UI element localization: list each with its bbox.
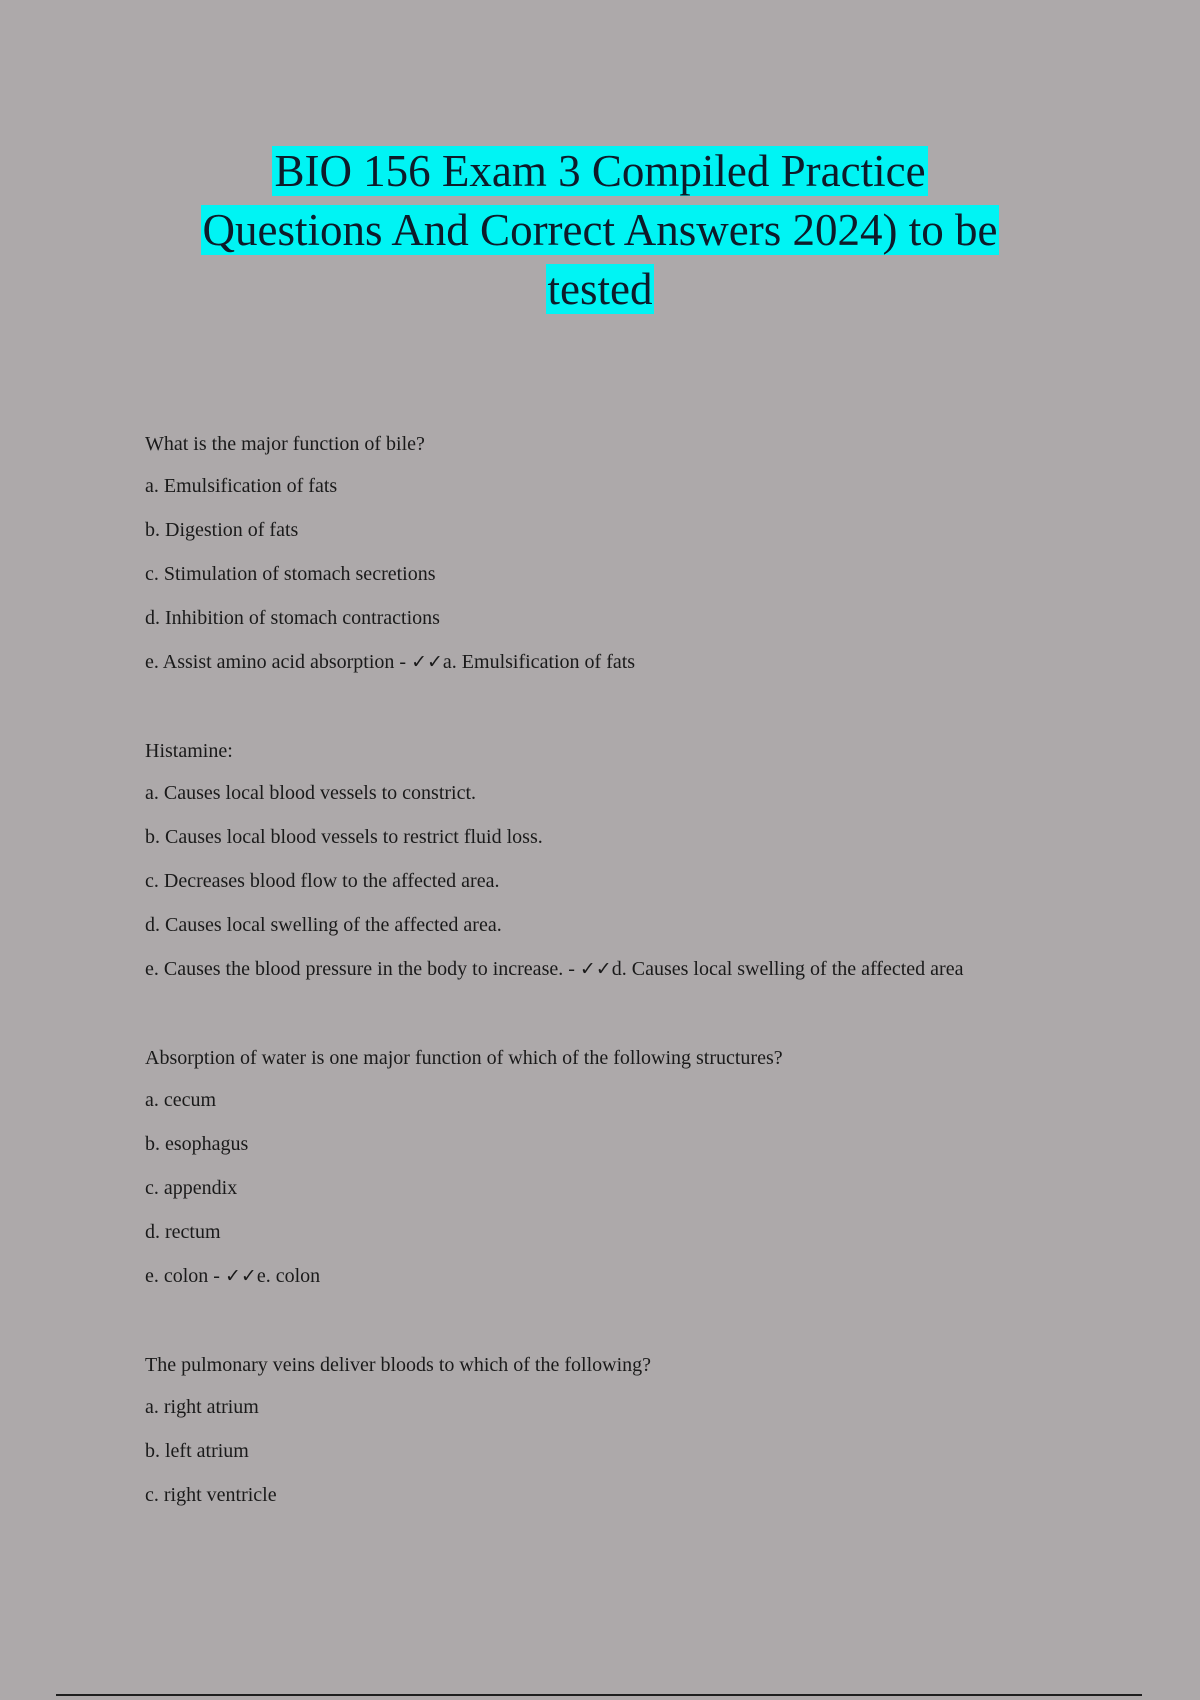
- document-title: [60, 142, 1140, 319]
- option-e: e. Assist amino acid absorption -: [145, 651, 412, 673]
- question-stem: Absorption of water is one major function of which of the following structures?: [145, 1047, 783, 1069]
- option-d: d. rectum: [145, 1221, 221, 1243]
- correct-answer: a. Emulsification of fats: [442, 651, 636, 673]
- title-line-2: Questions And Correct Answers 2024) to be: [202, 205, 998, 255]
- option-c: c. Stimulation of stomach secretions: [145, 563, 436, 585]
- option-e: e. Causes the blood pressure in the body to increase. -: [145, 958, 580, 980]
- option-e-with-answer: [145, 650, 1145, 694]
- option-a: a. Emulsification of fats: [145, 475, 338, 497]
- option-b: b. Digestion of fats: [145, 519, 299, 541]
- question-stem: The pulmonary veins deliver bloods to which of the following?: [145, 1354, 652, 1376]
- option-a: a. right atrium: [145, 1396, 259, 1418]
- option-e: e. colon -: [145, 1265, 225, 1287]
- question-stem: What is the major function of bile?: [145, 433, 425, 455]
- correct-answer: e. colon: [256, 1265, 321, 1287]
- check-mark-icon: ✓✓: [579, 958, 612, 980]
- question-stem: Histamine:: [145, 740, 233, 762]
- option-c: c. right ventricle: [145, 1484, 277, 1506]
- option-e-with-answer: [145, 957, 1145, 1001]
- question-4: [145, 1353, 1145, 1527]
- check-mark-icon: ✓✓: [411, 651, 443, 673]
- title-line-3: tested: [547, 264, 653, 314]
- option-d: d. Causes local swelling of the affected area.: [145, 914, 502, 936]
- correct-answer: d. Causes local swelling of the affected area: [611, 958, 964, 980]
- option-a: a. Causes local blood vessels to constrict.: [145, 782, 477, 804]
- question-1: [145, 432, 1145, 694]
- title-line-1: BIO 156 Exam 3 Compiled Practice: [274, 146, 926, 196]
- option-b: b. left atrium: [145, 1440, 249, 1462]
- option-d: d. Inhibition of stomach contractions: [145, 607, 440, 629]
- option-c: c. Decreases blood flow to the affected area.: [145, 870, 500, 892]
- option-b: b. Causes local blood vessels to restrict fluid loss.: [145, 826, 543, 848]
- option-c: c. appendix: [145, 1177, 238, 1199]
- check-mark-icon: ✓✓: [224, 1265, 257, 1287]
- option-e-with-answer: [145, 1264, 1145, 1308]
- question-2: [145, 739, 1145, 1001]
- questions-list: [145, 432, 1145, 1527]
- question-3: [145, 1046, 1145, 1308]
- option-a: a. cecum: [145, 1089, 217, 1111]
- page-bottom-rule: [56, 1694, 1142, 1696]
- option-b: b. esophagus: [145, 1133, 249, 1155]
